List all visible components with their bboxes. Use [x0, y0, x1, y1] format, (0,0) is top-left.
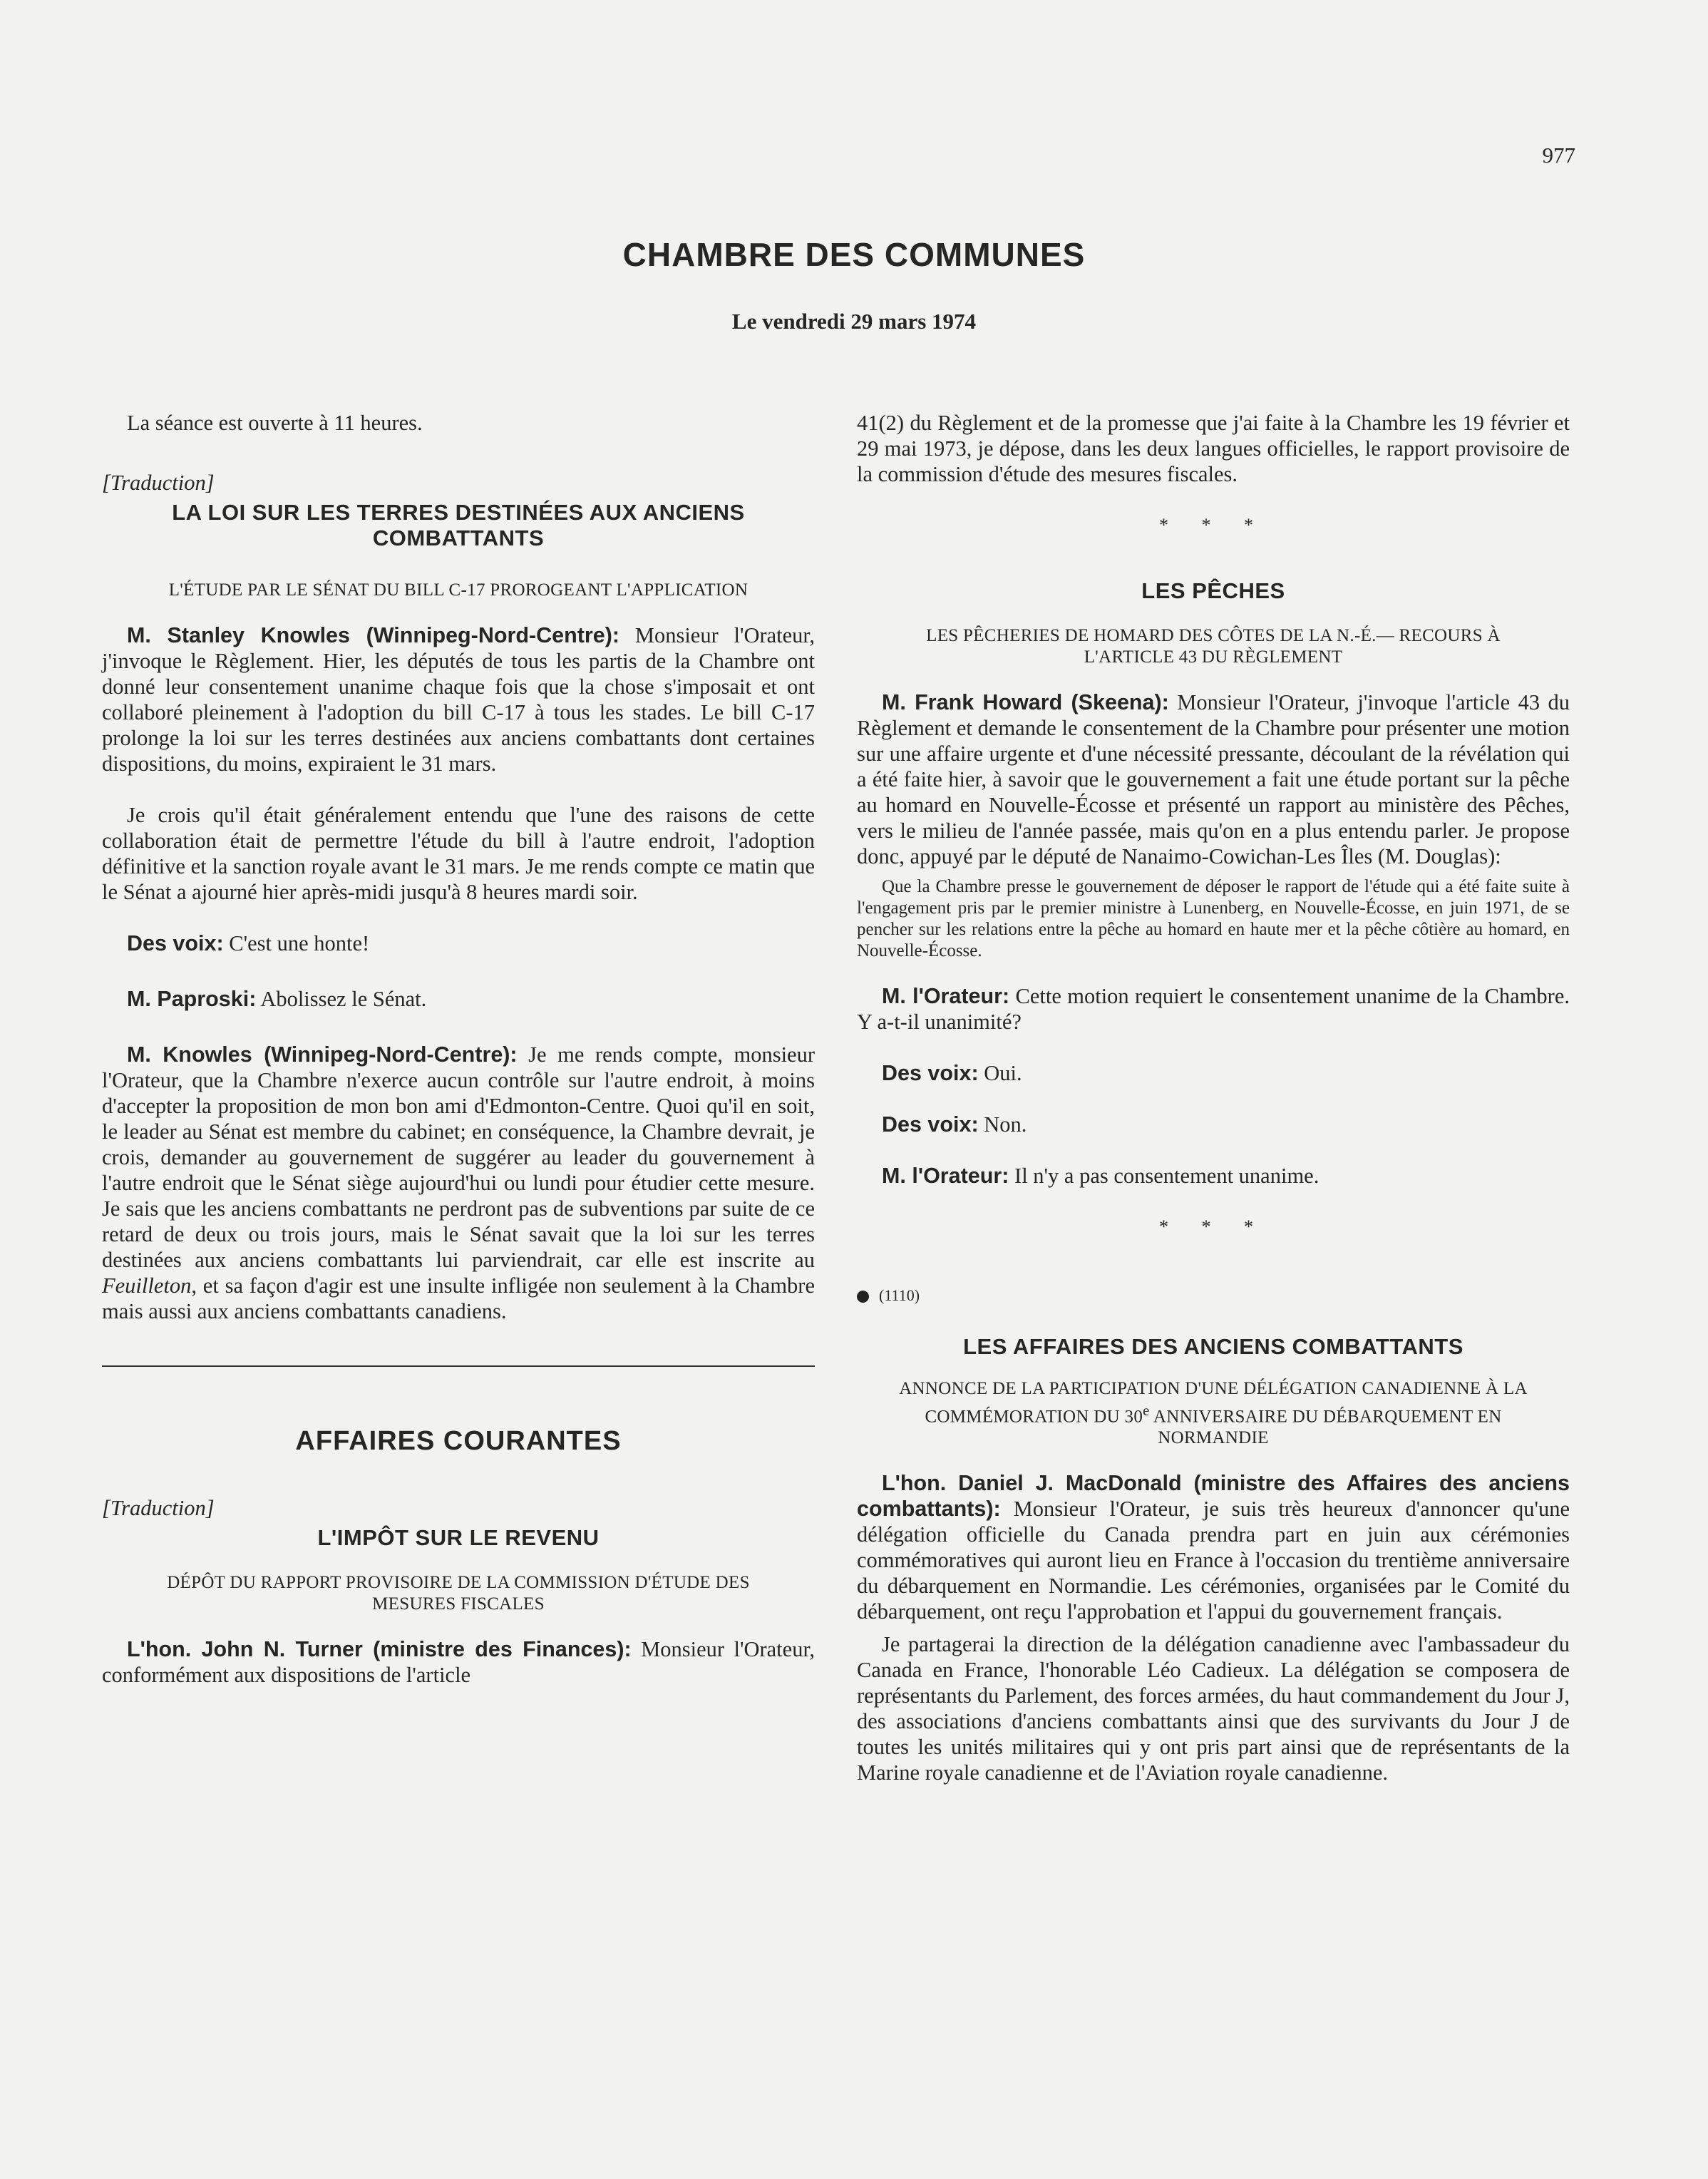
speech-text: Cette motion requiert le consentement unanime de la Chambre. Y a-t-il unanimité? — [857, 984, 1570, 1034]
speaker-name: M. Knowles (Winnipeg-Nord-Centre): — [127, 1042, 518, 1067]
speaker-name: M. l'Orateur: — [882, 1164, 1009, 1188]
speaker-name: M. Paproski: — [127, 987, 257, 1011]
paragraph-howard — [857, 689, 1570, 869]
subheading-text: ANNIVERSAIRE DU DÉBARQUEMENT EN NORMANDIE — [1149, 1407, 1502, 1448]
section-divider — [102, 1365, 815, 1367]
speech-text: Non. — [978, 1112, 1027, 1137]
bullet-dot-icon — [857, 1291, 869, 1303]
paragraph-macdonald-2: Je partagerai la direction de la délégation canadienne avec l'ambassadeur du Canada en France, l'honorable Léo Cadieux. La délégation se composera de représentants du Parlement, des forces armées, du haut commandement du Jour J, des associations d'anciens combattants ainsi que des survivants du Jour J de toutes les unités militaires qui y ont pris part ainsi que de représentants de la Marine royale canadienne et de l'Aviation royale canadienne. — [857, 1632, 1570, 1785]
right-column — [857, 410, 1570, 1811]
speech-text: Monsieur l'Orateur, j'invoque le Règlement. Hier, les députés de tous les partis de la Chambre ont donné leur consentement unanime chaque fois que la chose s'imposait et ont collaboré pleinement à l'adoption du bill C-17 à tous les stades. Le bill C-17 prolonge la loi sur les terres destinées aux anciens combattants dont certaines dispositions, du moins, expiraient le 31 mars. — [102, 623, 815, 776]
page-date: Le vendredi 29 mars 1974 — [731, 309, 977, 334]
page-title: CHAMBRE DES COMMUNES — [622, 236, 1086, 273]
time-marker-label: (1110) — [879, 1286, 920, 1304]
page-number: 977 — [1542, 143, 1575, 168]
speaker-name: Des voix: — [127, 931, 224, 955]
speaker-name: Des voix: — [882, 1112, 979, 1137]
superscript: e — [1143, 1402, 1150, 1419]
speech-text: , et sa façon d'agir est une insulte infligée non seulement à la Chambre mais aussi aux anciens combattants canadiens. — [102, 1273, 815, 1323]
paragraph-paproski — [102, 986, 815, 1012]
speech-text: Oui. — [978, 1061, 1022, 1085]
feuilleton-italic: Feuilleton — [102, 1273, 192, 1298]
speaker-name: Des voix: — [882, 1061, 979, 1085]
speech-text: Abolissez le Sénat. — [256, 987, 427, 1011]
speech-text: Il n'y a pas consentement unanime. — [1009, 1164, 1319, 1188]
paragraph-turner-continued: 41(2) du Règlement et de la promesse que j'ai faite à la Chambre les 19 février et 29 mai 1973, je dépose, dans les deux langues officielles, le rapport provisoire de la commission d'étude des mesures fiscales. — [857, 411, 1570, 486]
paragraph-voices-no — [857, 1112, 1570, 1137]
section-separator-stars: * * * — [1159, 1216, 1267, 1237]
heading-veterans-affairs: LES AFFAIRES DES ANCIENS COMBATTANTS — [963, 1334, 1463, 1359]
paragraph-speaker-2 — [857, 1163, 1570, 1189]
paragraph-macdonald-1 — [857, 1470, 1570, 1624]
translation-note: [Traduction] — [102, 1496, 215, 1520]
speaker-name: M. Stanley Knowles (Winnipeg-Nord-Centre): — [127, 623, 620, 647]
paragraph-voices-yes — [857, 1060, 1570, 1086]
motion-quote: Que la Chambre presse le gouvernement de déposer le rapport de l'étude qui a été faite suite à l'engagement pris par le premier ministre à Lunenberg, en Nouvelle-Écosse, en juin 1971, de se pencher sur les relations entre la pêche au homard en haute mer et la pêche côtière au homard, en Nouvelle-Écosse. — [857, 877, 1570, 960]
speech-text: C'est une honte! — [223, 931, 370, 955]
section-separator-stars: * * * — [1159, 515, 1267, 535]
subheading-text: ANNONCE DE LA PARTICIPATION D'UNE DÉLÉGATION CANADIENNE À LA COMMÉMORATION DU 30 — [899, 1379, 1528, 1427]
time-marker — [857, 1283, 1570, 1308]
speech-text: Monsieur l'Orateur, j'invoque l'article 43 du Règlement et demande le consentement de la Chambre pour présenter une motion sur une affaire urgente et d'une nécessité pressante, découlant de la révélation qui a été faite hier, à savoir que le gouvernement a fait une étude portant sur la pêche au homard en Nouvelle-Écosse et présenté un rapport au ministère des Pêches, vers le milieu de l'année passée, mais qu'on en a plus entendu parler. Je propose donc, appuyé par le député de Nanaimo-Cowichan-Les Îles (M. Douglas): — [857, 690, 1570, 868]
paragraph-knowles-2: Je crois qu'il était généralement entendu que l'une des raisons de cette collaboration était de permettre l'étude du bill à l'autre endroit, l'adoption définitive et la sanction royale avant le 31 mars. Je me rends compte ce matin que le Sénat a ajourné hier après-midi jusqu'à 8 heures mardi soir. — [102, 803, 815, 904]
paragraph-voices-shame — [102, 930, 815, 956]
subheading-normandy-delegation — [857, 1378, 1570, 1449]
subheading-tax-commission-report: DÉPÔT DU RAPPORT PROVISOIRE DE LA COMMISSION D'ÉTUDE DES MESURES FISCALES — [167, 1573, 750, 1614]
subheading-lobster-fisheries: LES PÊCHERIES DE HOMARD DES CÔTES DE LA N.-É.— RECOURS À L'ARTICLE 43 DU RÈGLEMENT — [926, 626, 1501, 667]
translation-note: [Traduction] — [102, 471, 215, 495]
speech-text: Je me rends compte, monsieur l'Orateur, que la Chambre n'exerce aucun contrôle sur l'autre endroit, à moins d'accepter la proposition de mon bon ami d'Edmonton-Centre. Quoi qu'il en soit, le leader au Sénat est membre du cabinet; en conséquence, la Chambre devrait, je crois, demander au gouvernement de suggérer au leader du gouvernement à l'autre endroit que le Sénat siège aujourd'hui ou lundi pour étudier cette mesure. Je sais que les anciens combattants ne perdront pas de subventions par suite de ce retard de deux ou trois jours, mais le Sénat savait que la loi sur les terres destinées aux anciens combattants lui parviendrait, car elle est inscrite au — [102, 1042, 815, 1272]
left-column — [102, 410, 815, 1713]
sitting-opening: La séance est ouverte à 11 heures. — [127, 411, 423, 435]
subheading-senate-bill-c17: L'ÉTUDE PAR LE SÉNAT DU BILL C-17 PROROGEANT L'APPLICATION — [168, 580, 748, 600]
speech-text: Monsieur l'Orateur, conformément aux dispositions de l'article — [102, 1637, 816, 1687]
speech-text: Monsieur l'Orateur, je suis très heureux d'annoncer qu'une délégation officielle du Canada prendra part en juin aux cérémonies commémoratives qui auront lieu en France à l'occasion du trentième anniversaire du débarquement en Normandie. Les cérémonies, organisées par le Comité du débarquement, ont reçu l'approbation et l'appui du gouvernement français. — [857, 1497, 1570, 1624]
paragraph-knowles-3 — [102, 1042, 815, 1324]
heading-income-tax: L'IMPÔT SUR LE REVENU — [317, 1525, 600, 1550]
heading-fisheries: LES PÊCHES — [1141, 578, 1285, 603]
section-heading-routine-business: AFFAIRES COURANTES — [295, 1426, 622, 1456]
paragraph-knowles-1 — [102, 622, 815, 776]
speaker-name: L'hon. Daniel J. MacDonald (ministre des Affaires des anciens combattants): — [857, 1471, 1570, 1522]
paragraph-speaker-1 — [857, 983, 1570, 1035]
heading-veterans-land-act: LA LOI SUR LES TERRES DESTINÉES AUX ANCIENS COMBATTANTS — [172, 500, 745, 550]
speaker-name: M. Frank Howard (Skeena): — [882, 690, 1169, 714]
paragraph-turner — [102, 1636, 815, 1688]
speaker-name: L'hon. John N. Turner (ministre des Finances): — [127, 1637, 632, 1661]
speaker-name: M. l'Orateur: — [882, 984, 1010, 1008]
